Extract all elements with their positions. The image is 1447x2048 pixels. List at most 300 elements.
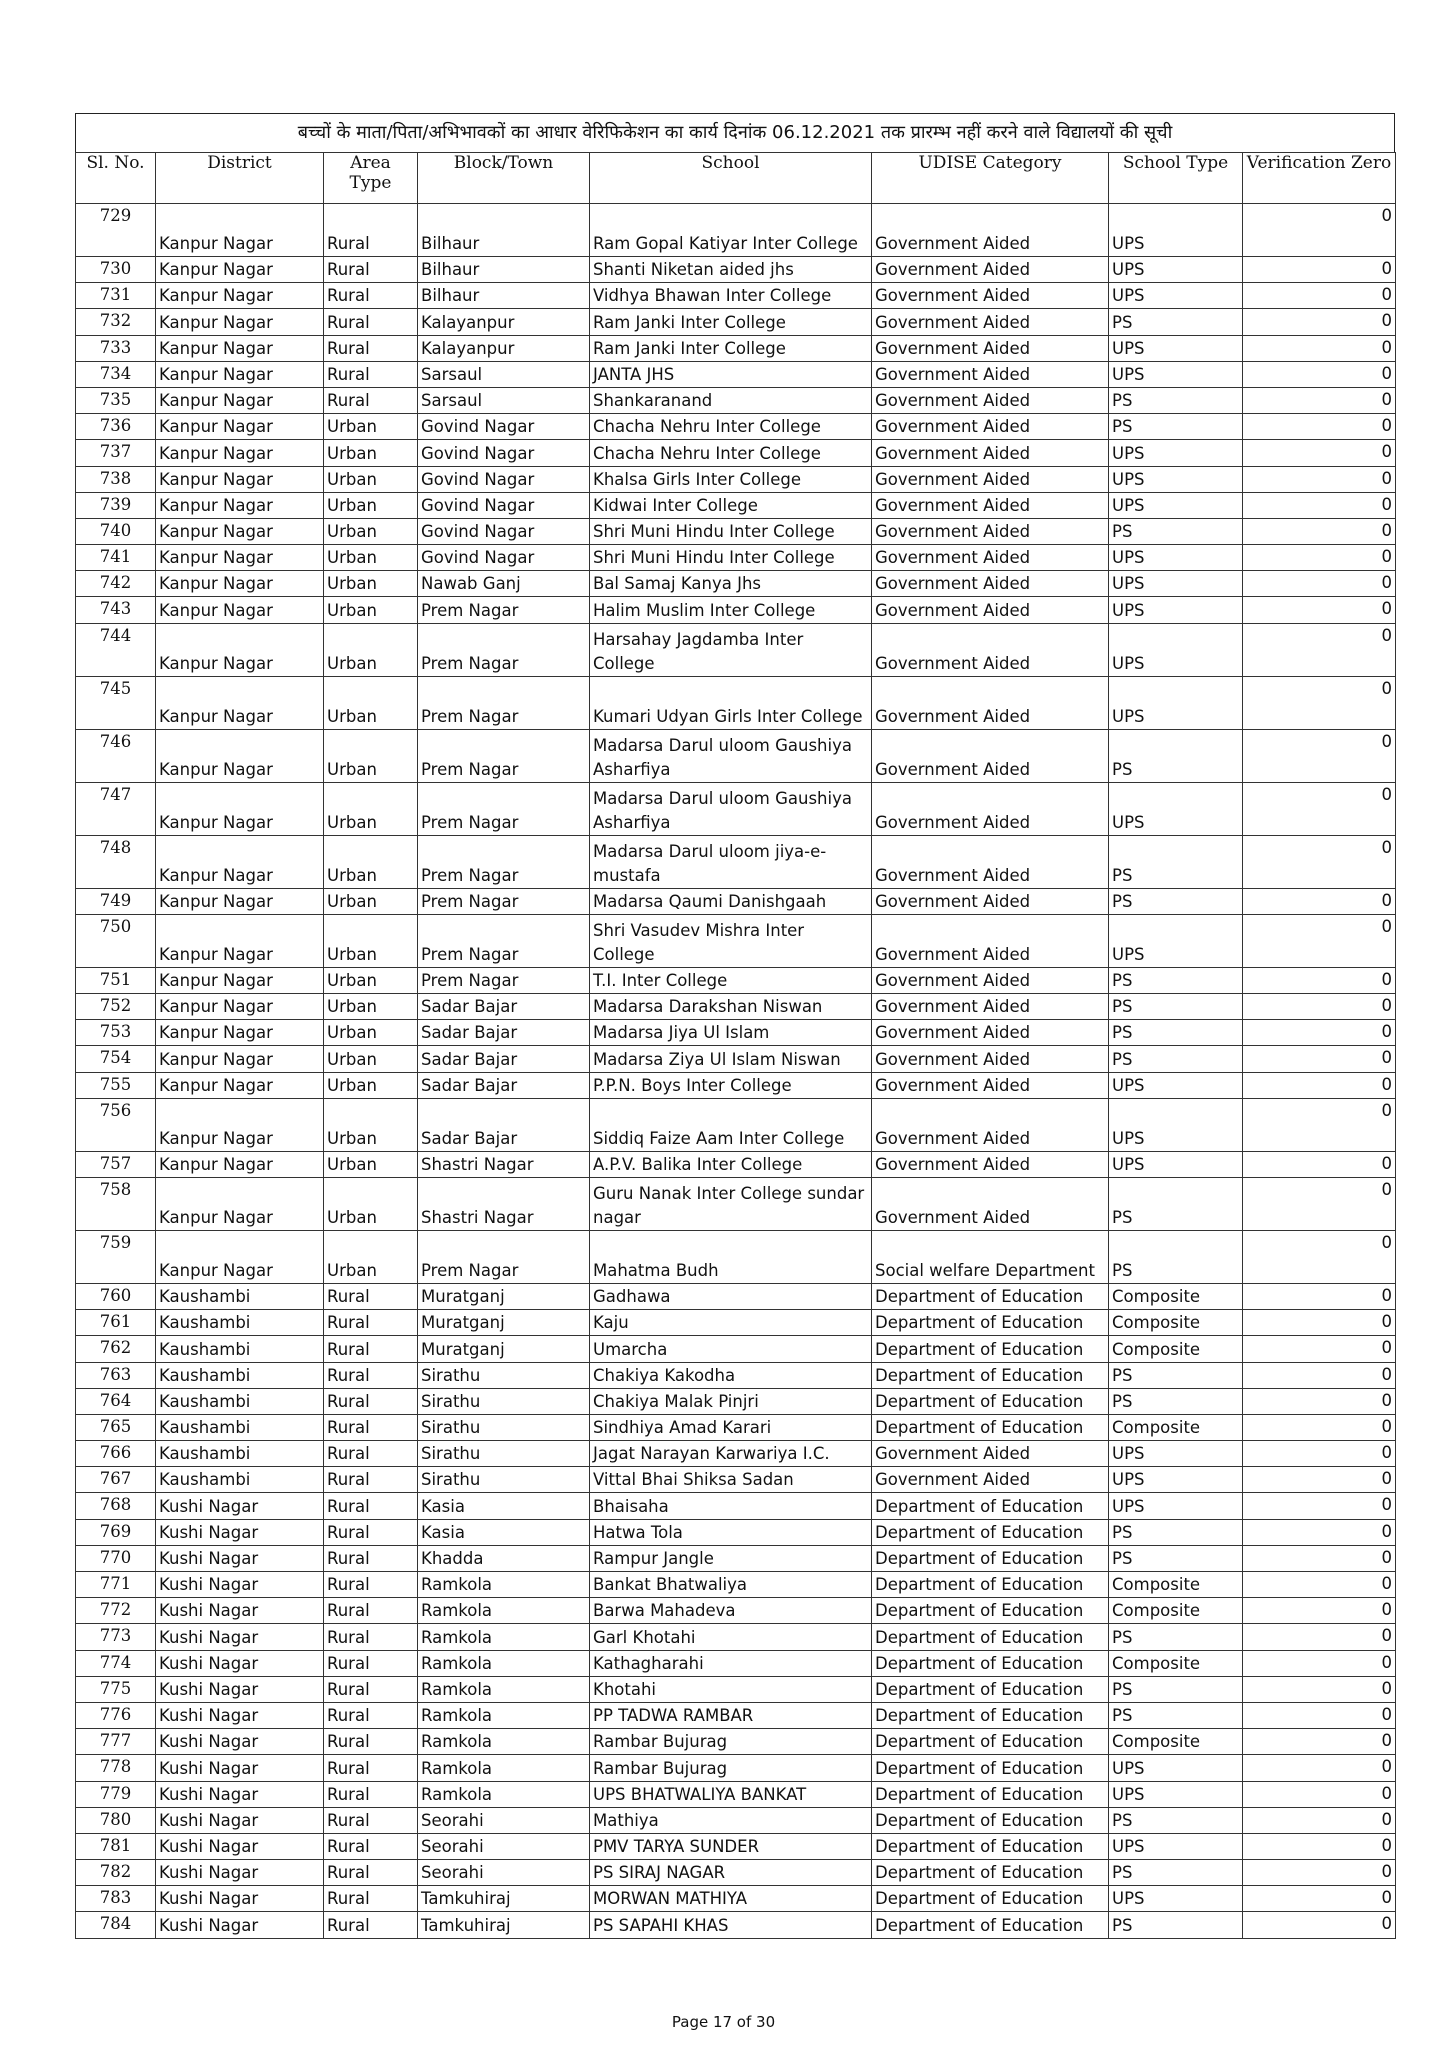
- cell-sl-no: 750: [76, 914, 156, 967]
- cell-verification-zero: 0: [1243, 729, 1396, 782]
- table-row: [76, 335, 1396, 361]
- table-row: [76, 1072, 1396, 1098]
- cell-school-type: UPS: [1109, 1493, 1243, 1519]
- cell-verification-zero: 0: [1243, 1545, 1396, 1571]
- cell-sl-no: 771: [76, 1572, 156, 1598]
- cell-sl-no: 783: [76, 1886, 156, 1912]
- cell-school-type: PS: [1109, 729, 1243, 782]
- cell-udise-category: Government Aided: [872, 440, 1109, 466]
- table-row: [76, 414, 1396, 440]
- cell-udise-category: Government Aided: [872, 1441, 1109, 1467]
- cell-district: Kanpur Nagar: [156, 309, 324, 335]
- cell-school-type: PS: [1109, 414, 1243, 440]
- cell-school: Madarsa Darul uloom Gaushiya Asharfiya: [590, 729, 872, 782]
- cell-udise-category: Department of Education: [872, 1283, 1109, 1309]
- table-row: [76, 676, 1396, 729]
- table-row: [76, 1151, 1396, 1177]
- cell-udise-category: Department of Education: [872, 1650, 1109, 1676]
- page-footer: Page 17 of 30: [671, 2013, 776, 2031]
- cell-udise-category: Department of Education: [872, 1414, 1109, 1440]
- cell-block-town: Prem Nagar: [418, 835, 590, 888]
- cell-udise-category: Government Aided: [872, 782, 1109, 835]
- cell-sl-no: 734: [76, 361, 156, 387]
- cell-school: Hatwa Tola: [590, 1519, 872, 1545]
- table-row: [76, 1441, 1396, 1467]
- cell-school: Bankat Bhatwaliya: [590, 1572, 872, 1598]
- cell-school: Shri Muni Hindu Inter College: [590, 518, 872, 544]
- cell-verification-zero: 0: [1243, 361, 1396, 387]
- cell-verification-zero: 0: [1243, 1283, 1396, 1309]
- cell-verification-zero: 0: [1243, 835, 1396, 888]
- col-header-school-type: School Type: [1109, 153, 1243, 204]
- cell-school: Madarsa Darakshan Niswan: [590, 994, 872, 1020]
- cell-school-type: PS: [1109, 967, 1243, 993]
- cell-block-town: Muratganj: [418, 1310, 590, 1336]
- cell-verification-zero: 0: [1243, 1467, 1396, 1493]
- cell-district: Kanpur Nagar: [156, 283, 324, 309]
- cell-sl-no: 733: [76, 335, 156, 361]
- cell-school-type: UPS: [1109, 571, 1243, 597]
- table-row: [76, 545, 1396, 571]
- cell-sl-no: 752: [76, 994, 156, 1020]
- cell-school-type: Composite: [1109, 1729, 1243, 1755]
- cell-school: Rampur Jangle: [590, 1545, 872, 1571]
- cell-sl-no: 731: [76, 283, 156, 309]
- cell-school: Shankaranand: [590, 387, 872, 413]
- cell-sl-no: 766: [76, 1441, 156, 1467]
- cell-udise-category: Government Aided: [872, 967, 1109, 993]
- cell-district: Kanpur Nagar: [156, 204, 324, 257]
- cell-school-type: PS: [1109, 1362, 1243, 1388]
- cell-block-town: Seorahi: [418, 1833, 590, 1859]
- cell-verification-zero: 0: [1243, 414, 1396, 440]
- cell-udise-category: Department of Education: [872, 1860, 1109, 1886]
- cell-block-town: Kasia: [418, 1493, 590, 1519]
- cell-school-type: UPS: [1109, 1072, 1243, 1098]
- cell-school-type: UPS: [1109, 1098, 1243, 1151]
- cell-school: Shri Muni Hindu Inter College: [590, 545, 872, 571]
- cell-school: Siddiq Faize Aam Inter College: [590, 1098, 872, 1151]
- cell-district: Kanpur Nagar: [156, 1020, 324, 1046]
- cell-school-type: UPS: [1109, 283, 1243, 309]
- cell-sl-no: 736: [76, 414, 156, 440]
- cell-verification-zero: 0: [1243, 1177, 1396, 1230]
- cell-block-town: Nawab Ganj: [418, 571, 590, 597]
- cell-school-type: Composite: [1109, 1336, 1243, 1362]
- col-header-verification-zero: Verification Zero: [1243, 153, 1396, 204]
- cell-area-type: Rural: [324, 1598, 418, 1624]
- cell-sl-no: 758: [76, 1177, 156, 1230]
- table-body: [76, 204, 1396, 1939]
- cell-block-town: Sadar Bajar: [418, 1098, 590, 1151]
- cell-verification-zero: 0: [1243, 1362, 1396, 1388]
- cell-udise-category: Government Aided: [872, 387, 1109, 413]
- cell-verification-zero: 0: [1243, 1833, 1396, 1859]
- cell-sl-no: 782: [76, 1860, 156, 1886]
- cell-area-type: Rural: [324, 257, 418, 283]
- cell-udise-category: Government Aided: [872, 994, 1109, 1020]
- cell-school: Mathiya: [590, 1807, 872, 1833]
- cell-school-type: UPS: [1109, 257, 1243, 283]
- cell-district: Kushi Nagar: [156, 1598, 324, 1624]
- cell-school-type: UPS: [1109, 1467, 1243, 1493]
- cell-sl-no: 768: [76, 1493, 156, 1519]
- cell-district: Kushi Nagar: [156, 1833, 324, 1859]
- cell-school-type: Composite: [1109, 1283, 1243, 1309]
- cell-area-type: Rural: [324, 1362, 418, 1388]
- cell-district: Kanpur Nagar: [156, 518, 324, 544]
- cell-verification-zero: 0: [1243, 676, 1396, 729]
- cell-district: Kaushambi: [156, 1362, 324, 1388]
- cell-school: Umarcha: [590, 1336, 872, 1362]
- cell-udise-category: Department of Education: [872, 1781, 1109, 1807]
- cell-sl-no: 762: [76, 1336, 156, 1362]
- cell-area-type: Urban: [324, 967, 418, 993]
- cell-school-type: UPS: [1109, 1833, 1243, 1859]
- cell-udise-category: Department of Education: [872, 1388, 1109, 1414]
- cell-district: Kanpur Nagar: [156, 914, 324, 967]
- cell-district: Kushi Nagar: [156, 1493, 324, 1519]
- cell-verification-zero: 0: [1243, 309, 1396, 335]
- cell-udise-category: Department of Education: [872, 1310, 1109, 1336]
- cell-district: Kanpur Nagar: [156, 545, 324, 571]
- cell-district: Kushi Nagar: [156, 1729, 324, 1755]
- cell-school: Vittal Bhai Shiksa Sadan: [590, 1467, 872, 1493]
- cell-school: Kaju: [590, 1310, 872, 1336]
- table-row: [76, 1098, 1396, 1151]
- cell-udise-category: Department of Education: [872, 1912, 1109, 1938]
- cell-district: Kanpur Nagar: [156, 387, 324, 413]
- cell-area-type: Rural: [324, 1493, 418, 1519]
- cell-verification-zero: 0: [1243, 1860, 1396, 1886]
- cell-school: Rambar Bujurag: [590, 1755, 872, 1781]
- table-row: [76, 1860, 1396, 1886]
- cell-sl-no: 755: [76, 1072, 156, 1098]
- cell-verification-zero: 0: [1243, 967, 1396, 993]
- cell-sl-no: 774: [76, 1650, 156, 1676]
- cell-block-town: Govind Nagar: [418, 466, 590, 492]
- cell-verification-zero: 0: [1243, 1310, 1396, 1336]
- cell-udise-category: Government Aided: [872, 1072, 1109, 1098]
- table-row: [76, 729, 1396, 782]
- cell-area-type: Urban: [324, 414, 418, 440]
- table-header-row: [76, 153, 1396, 204]
- cell-school-type: UPS: [1109, 545, 1243, 571]
- cell-udise-category: Department of Education: [872, 1572, 1109, 1598]
- cell-district: Kushi Nagar: [156, 1676, 324, 1702]
- cell-district: Kanpur Nagar: [156, 440, 324, 466]
- cell-block-town: Ramkola: [418, 1624, 590, 1650]
- cell-school: UPS BHATWALIYA BANKAT: [590, 1781, 872, 1807]
- cell-school: P.P.N. Boys Inter College: [590, 1072, 872, 1098]
- cell-area-type: Rural: [324, 1702, 418, 1728]
- cell-district: Kanpur Nagar: [156, 888, 324, 914]
- table-row: [76, 1046, 1396, 1072]
- table-row: [76, 1598, 1396, 1624]
- cell-block-town: Seorahi: [418, 1807, 590, 1833]
- cell-school: Madarsa Darul uloom Gaushiya Asharfiya: [590, 782, 872, 835]
- cell-school-type: PS: [1109, 835, 1243, 888]
- col-header-school: School: [590, 153, 872, 204]
- cell-district: Kanpur Nagar: [156, 335, 324, 361]
- cell-block-town: Prem Nagar: [418, 597, 590, 623]
- cell-verification-zero: 0: [1243, 994, 1396, 1020]
- cell-block-town: Shastri Nagar: [418, 1177, 590, 1230]
- cell-school-type: UPS: [1109, 1441, 1243, 1467]
- table-row: [76, 597, 1396, 623]
- cell-sl-no: 748: [76, 835, 156, 888]
- cell-sl-no: 740: [76, 518, 156, 544]
- cell-school-type: PS: [1109, 1545, 1243, 1571]
- cell-verification-zero: 0: [1243, 257, 1396, 283]
- cell-block-town: Seorahi: [418, 1860, 590, 1886]
- cell-udise-category: Government Aided: [872, 335, 1109, 361]
- table-row: [76, 1414, 1396, 1440]
- cell-block-town: Prem Nagar: [418, 623, 590, 676]
- cell-area-type: Rural: [324, 1467, 418, 1493]
- table-row: [76, 888, 1396, 914]
- cell-school-type: PS: [1109, 1807, 1243, 1833]
- cell-block-town: Govind Nagar: [418, 440, 590, 466]
- cell-school: Khotahi: [590, 1676, 872, 1702]
- col-header-sl-no: Sl. No.: [76, 153, 156, 204]
- cell-udise-category: Department of Education: [872, 1545, 1109, 1571]
- cell-school-type: PS: [1109, 1177, 1243, 1230]
- cell-block-town: Sirathu: [418, 1467, 590, 1493]
- cell-area-type: Urban: [324, 623, 418, 676]
- cell-block-town: Tamkuhiraj: [418, 1886, 590, 1912]
- cell-school-type: PS: [1109, 387, 1243, 413]
- cell-area-type: Rural: [324, 1676, 418, 1702]
- cell-district: Kanpur Nagar: [156, 414, 324, 440]
- cell-school: Ram Gopal Katiyar Inter College: [590, 204, 872, 257]
- cell-verification-zero: 0: [1243, 623, 1396, 676]
- cell-udise-category: Government Aided: [872, 414, 1109, 440]
- cell-udise-category: Department of Education: [872, 1624, 1109, 1650]
- cell-school: Barwa Mahadeva: [590, 1598, 872, 1624]
- cell-sl-no: 765: [76, 1414, 156, 1440]
- cell-district: Kushi Nagar: [156, 1755, 324, 1781]
- table-row: [76, 1833, 1396, 1859]
- cell-area-type: Urban: [324, 782, 418, 835]
- cell-school-type: UPS: [1109, 1781, 1243, 1807]
- cell-school: Sindhiya Amad Karari: [590, 1414, 872, 1440]
- cell-sl-no: 769: [76, 1519, 156, 1545]
- cell-school-type: Composite: [1109, 1414, 1243, 1440]
- cell-sl-no: 777: [76, 1729, 156, 1755]
- cell-block-town: Bilhaur: [418, 257, 590, 283]
- col-header-district: District: [156, 153, 324, 204]
- cell-area-type: Urban: [324, 1020, 418, 1046]
- cell-block-town: Sirathu: [418, 1388, 590, 1414]
- table-row: [76, 1729, 1396, 1755]
- cell-school: Mahatma Budh: [590, 1230, 872, 1283]
- cell-block-town: Sarsaul: [418, 387, 590, 413]
- cell-district: Kaushambi: [156, 1467, 324, 1493]
- cell-school-type: Composite: [1109, 1310, 1243, 1336]
- cell-verification-zero: 0: [1243, 335, 1396, 361]
- cell-school-type: Composite: [1109, 1650, 1243, 1676]
- cell-area-type: Urban: [324, 888, 418, 914]
- cell-verification-zero: 0: [1243, 782, 1396, 835]
- table-row: [76, 1230, 1396, 1283]
- cell-area-type: Rural: [324, 1650, 418, 1676]
- table-row: [76, 1177, 1396, 1230]
- cell-area-type: Rural: [324, 1310, 418, 1336]
- cell-block-town: Ramkola: [418, 1755, 590, 1781]
- cell-verification-zero: 0: [1243, 545, 1396, 571]
- cell-sl-no: 780: [76, 1807, 156, 1833]
- cell-school: Shri Vasudev Mishra Inter College: [590, 914, 872, 967]
- table-row: [76, 440, 1396, 466]
- table-row: [76, 1755, 1396, 1781]
- cell-block-town: Sadar Bajar: [418, 1020, 590, 1046]
- cell-udise-category: Government Aided: [872, 361, 1109, 387]
- cell-district: Kanpur Nagar: [156, 835, 324, 888]
- cell-district: Kanpur Nagar: [156, 361, 324, 387]
- cell-district: Kanpur Nagar: [156, 994, 324, 1020]
- cell-area-type: Rural: [324, 1886, 418, 1912]
- cell-area-type: Rural: [324, 1860, 418, 1886]
- cell-verification-zero: 0: [1243, 283, 1396, 309]
- cell-verification-zero: 0: [1243, 1572, 1396, 1598]
- cell-udise-category: Government Aided: [872, 1046, 1109, 1072]
- cell-block-town: Ramkola: [418, 1729, 590, 1755]
- cell-district: Kushi Nagar: [156, 1702, 324, 1728]
- table-row: [76, 309, 1396, 335]
- cell-district: Kaushambi: [156, 1336, 324, 1362]
- cell-block-town: Sirathu: [418, 1414, 590, 1440]
- cell-school: Madarsa Jiya Ul Islam: [590, 1020, 872, 1046]
- cell-school: PMV TARYA SUNDER: [590, 1833, 872, 1859]
- cell-sl-no: 763: [76, 1362, 156, 1388]
- cell-district: Kanpur Nagar: [156, 1046, 324, 1072]
- cell-school-type: PS: [1109, 1519, 1243, 1545]
- cell-udise-category: Department of Education: [872, 1886, 1109, 1912]
- table-row: [76, 1467, 1396, 1493]
- cell-block-town: Govind Nagar: [418, 414, 590, 440]
- cell-verification-zero: 0: [1243, 1729, 1396, 1755]
- cell-verification-zero: 0: [1243, 1598, 1396, 1624]
- cell-school: Chacha Nehru Inter College: [590, 414, 872, 440]
- cell-udise-category: Government Aided: [872, 1151, 1109, 1177]
- cell-school: PP TADWA RAMBAR: [590, 1702, 872, 1728]
- cell-school: Chacha Nehru Inter College: [590, 440, 872, 466]
- cell-verification-zero: 0: [1243, 1151, 1396, 1177]
- cell-area-type: Rural: [324, 1755, 418, 1781]
- cell-school: PS SIRAJ NAGAR: [590, 1860, 872, 1886]
- cell-udise-category: Government Aided: [872, 676, 1109, 729]
- table-row: [76, 1650, 1396, 1676]
- cell-sl-no: 754: [76, 1046, 156, 1072]
- cell-udise-category: Department of Education: [872, 1598, 1109, 1624]
- cell-udise-category: Department of Education: [872, 1729, 1109, 1755]
- cell-udise-category: Government Aided: [872, 466, 1109, 492]
- cell-area-type: Urban: [324, 994, 418, 1020]
- cell-area-type: Rural: [324, 1283, 418, 1309]
- table-row: [76, 571, 1396, 597]
- cell-school: Kidwai Inter College: [590, 492, 872, 518]
- table-row: [76, 1807, 1396, 1833]
- schools-table: [75, 152, 1396, 1939]
- table-row: [76, 1676, 1396, 1702]
- cell-block-town: Khadda: [418, 1545, 590, 1571]
- cell-school-type: UPS: [1109, 440, 1243, 466]
- cell-block-town: Shastri Nagar: [418, 1151, 590, 1177]
- cell-school: Bal Samaj Kanya Jhs: [590, 571, 872, 597]
- cell-udise-category: Government Aided: [872, 545, 1109, 571]
- cell-school-type: UPS: [1109, 492, 1243, 518]
- cell-verification-zero: 0: [1243, 1702, 1396, 1728]
- cell-udise-category: Government Aided: [872, 623, 1109, 676]
- cell-school-type: PS: [1109, 1624, 1243, 1650]
- cell-area-type: Urban: [324, 1072, 418, 1098]
- table-row: [76, 1781, 1396, 1807]
- cell-area-type: Rural: [324, 1441, 418, 1467]
- cell-verification-zero: 0: [1243, 1519, 1396, 1545]
- cell-block-town: Govind Nagar: [418, 545, 590, 571]
- table-row: [76, 1283, 1396, 1309]
- cell-sl-no: 745: [76, 676, 156, 729]
- cell-block-town: Ramkola: [418, 1676, 590, 1702]
- cell-area-type: Rural: [324, 204, 418, 257]
- table-row: [76, 492, 1396, 518]
- cell-udise-category: Government Aided: [872, 257, 1109, 283]
- table-row: [76, 782, 1396, 835]
- cell-udise-category: Department of Education: [872, 1676, 1109, 1702]
- cell-sl-no: 760: [76, 1283, 156, 1309]
- table-row: [76, 1886, 1396, 1912]
- cell-school-type: UPS: [1109, 597, 1243, 623]
- cell-verification-zero: 0: [1243, 1624, 1396, 1650]
- cell-verification-zero: 0: [1243, 1912, 1396, 1938]
- cell-udise-category: Government Aided: [872, 1177, 1109, 1230]
- cell-area-type: Urban: [324, 1098, 418, 1151]
- cell-district: Kushi Nagar: [156, 1807, 324, 1833]
- cell-school: Ram Janki Inter College: [590, 335, 872, 361]
- cell-verification-zero: 0: [1243, 1755, 1396, 1781]
- cell-block-town: Prem Nagar: [418, 729, 590, 782]
- cell-udise-category: Government Aided: [872, 1098, 1109, 1151]
- cell-sl-no: 741: [76, 545, 156, 571]
- cell-school-type: PS: [1109, 1676, 1243, 1702]
- cell-udise-category: Government Aided: [872, 283, 1109, 309]
- cell-school: Harsahay Jagdamba Inter College: [590, 623, 872, 676]
- cell-block-town: Prem Nagar: [418, 1230, 590, 1283]
- cell-school: PS SAPAHI KHAS: [590, 1912, 872, 1938]
- cell-area-type: Rural: [324, 1833, 418, 1859]
- cell-verification-zero: 0: [1243, 1230, 1396, 1283]
- cell-school: Madarsa Darul uloom jiya-e-mustafa: [590, 835, 872, 888]
- cell-sl-no: 775: [76, 1676, 156, 1702]
- cell-sl-no: 738: [76, 466, 156, 492]
- cell-udise-category: Government Aided: [872, 914, 1109, 967]
- cell-udise-category: Department of Education: [872, 1362, 1109, 1388]
- cell-sl-no: 739: [76, 492, 156, 518]
- table-row: [76, 1702, 1396, 1728]
- cell-block-town: Ramkola: [418, 1650, 590, 1676]
- cell-verification-zero: 0: [1243, 1020, 1396, 1046]
- cell-block-town: Kalayanpur: [418, 309, 590, 335]
- table-row: [76, 257, 1396, 283]
- cell-school-type: PS: [1109, 1702, 1243, 1728]
- cell-school: MORWAN MATHIYA: [590, 1886, 872, 1912]
- cell-district: Kaushambi: [156, 1441, 324, 1467]
- col-header-area-type: Area Type: [324, 153, 418, 204]
- cell-area-type: Rural: [324, 361, 418, 387]
- cell-area-type: Rural: [324, 1912, 418, 1938]
- cell-school-type: UPS: [1109, 361, 1243, 387]
